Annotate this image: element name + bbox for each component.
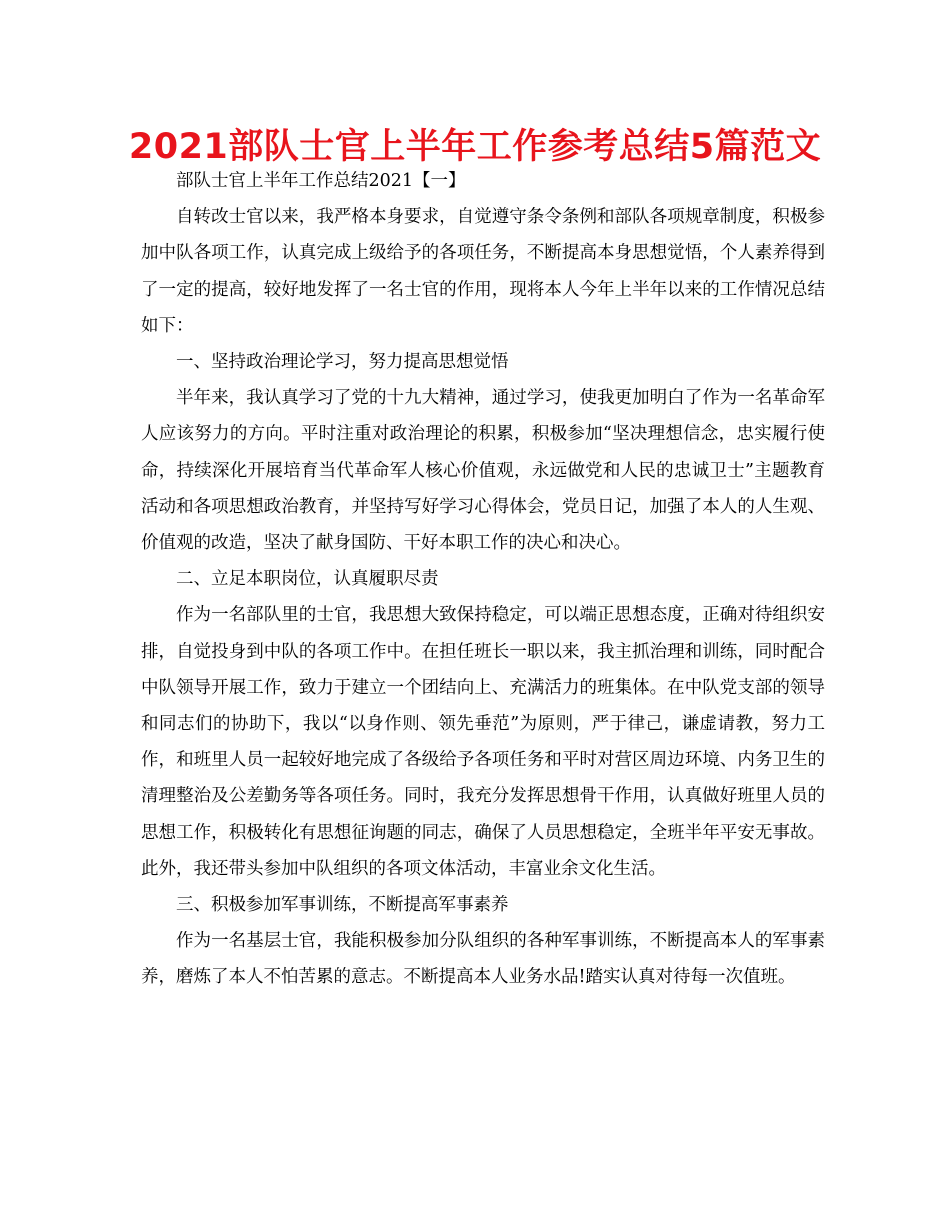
document-body [141,163,825,996]
paragraph-section-2: 作为一名部队里的士官，我思想大致保持稳定，可以端正思想态度，正确对待组织安排，自觉投身到中队的各项工作中。在担任班长一职以来，我主抓治理和训练，同时配合中队领导开展工作，致力于建立一个团结向上、充满活力的班集体。在中队党支部的领导和同志们的协助下，我以“以身作则、领先垂范”为原则，严于律己，谦虚请教，努力工作，和班里人员一起较好地完成了各级给予各项任务和平时对营区周边环境、内务卫生的清理整治及公差勤务等各项任务。同时，我充分发挥思想骨干作用，认真做好班里人员的思想工作，积极转化有思想征询题的同志，确保了人员思想稳定，全班半年平安无事故。此外，我还带头参加中队组织的各项文体活动，丰富业余文化生活。 [141,605,825,879]
paragraph-section-1: 半年来，我认真学习了党的十九大精神，通过学习，使我更加明白了作为一名革命军人应该努力的方向。平时注重对政治理论的积累，积极参加“坚决理想信念，忠实履行使命，持续深化开展培育当代革命军人核心价值观，永远做党和人民的忠诚卫士”主题教育活动和各项思想政治教育，并坚持写好学习心得体会，党员日记，加强了本人的人生观、价值观的改造，坚决了献身国防、干好本职工作的决心和决心。 [141,388,825,554]
section-subtitle: 部队士官上半年工作总结2021【一】 [176,171,466,191]
document-title: 2021部队士官上半年工作参考总结5篇范文 [128,127,822,167]
paragraph-intro: 自转改士官以来，我严格本身要求，自觉遵守条令条例和部队各项规章制度，积极参加中队各项工作，认真完成上级给予的各项任务，不断提高本身思想觉悟，个人素养得到了一定的提高，较好地发挥了一名士官的作用，现将本人今年上半年以来的工作情况总结如下： [141,207,825,336]
section-heading-1: 一、坚持政治理论学习，努力提高思想觉悟 [176,352,509,373]
section-heading-3: 三、积极参加军事训练，不断提高军事素养 [176,895,509,916]
section-heading-2: 二、立足本职岗位，认真履职尽责 [176,569,439,590]
paragraph-section-3: 作为一名基层士官，我能积极参加分队组织的各种军事训练，不断提高本人的军事素养，磨炼了本人不怕苦累的意志。不断提高本人业务水品!踏实认真对待每一次值班。 [141,931,825,988]
